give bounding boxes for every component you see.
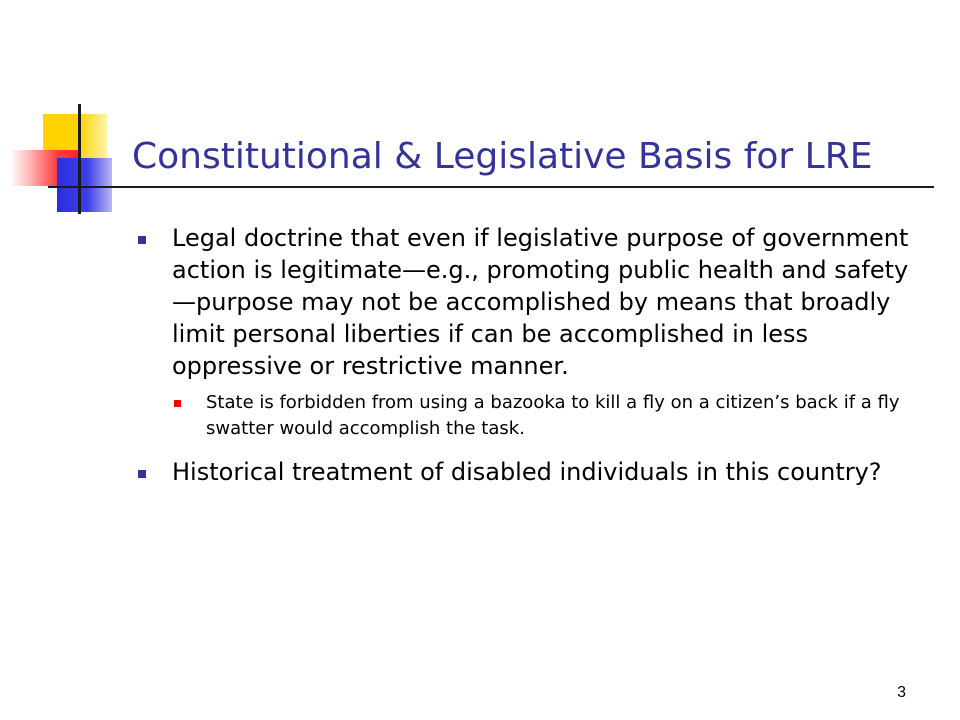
page-number: 3 (897, 684, 906, 701)
bullet-text: Legal doctrine that even if legislative purpose of government action is legitimate—e.g., promoting public health and safety—purpose may not be accomplished by means that broadly limit personal liberties if can be accomplished in less oppressive or restrictive manner. (172, 224, 909, 380)
slide-title: Constitutional & Legislative Basis for LRE (132, 136, 873, 177)
sub-bullet-text: State is forbidden from using a bazooka to kill a fly on a citizen’s back if a fly swatter would accomplish the task. (206, 392, 900, 439)
bullet-text: Historical treatment of disabled individuals in this country? (172, 458, 882, 486)
sub-bullet-item (172, 390, 926, 442)
bullet-item (136, 222, 926, 442)
slide-logo-decoration (0, 0, 130, 230)
square-bullet-icon (138, 236, 146, 244)
vertical-rule (78, 104, 81, 214)
title-underline-rule (48, 186, 934, 188)
sub-bullet-list (172, 390, 926, 442)
square-bullet-icon (174, 400, 181, 407)
slide-content-list (136, 222, 926, 502)
bullet-item (136, 456, 926, 488)
square-bullet-icon (138, 470, 146, 478)
blue-square-decoration (57, 158, 112, 212)
